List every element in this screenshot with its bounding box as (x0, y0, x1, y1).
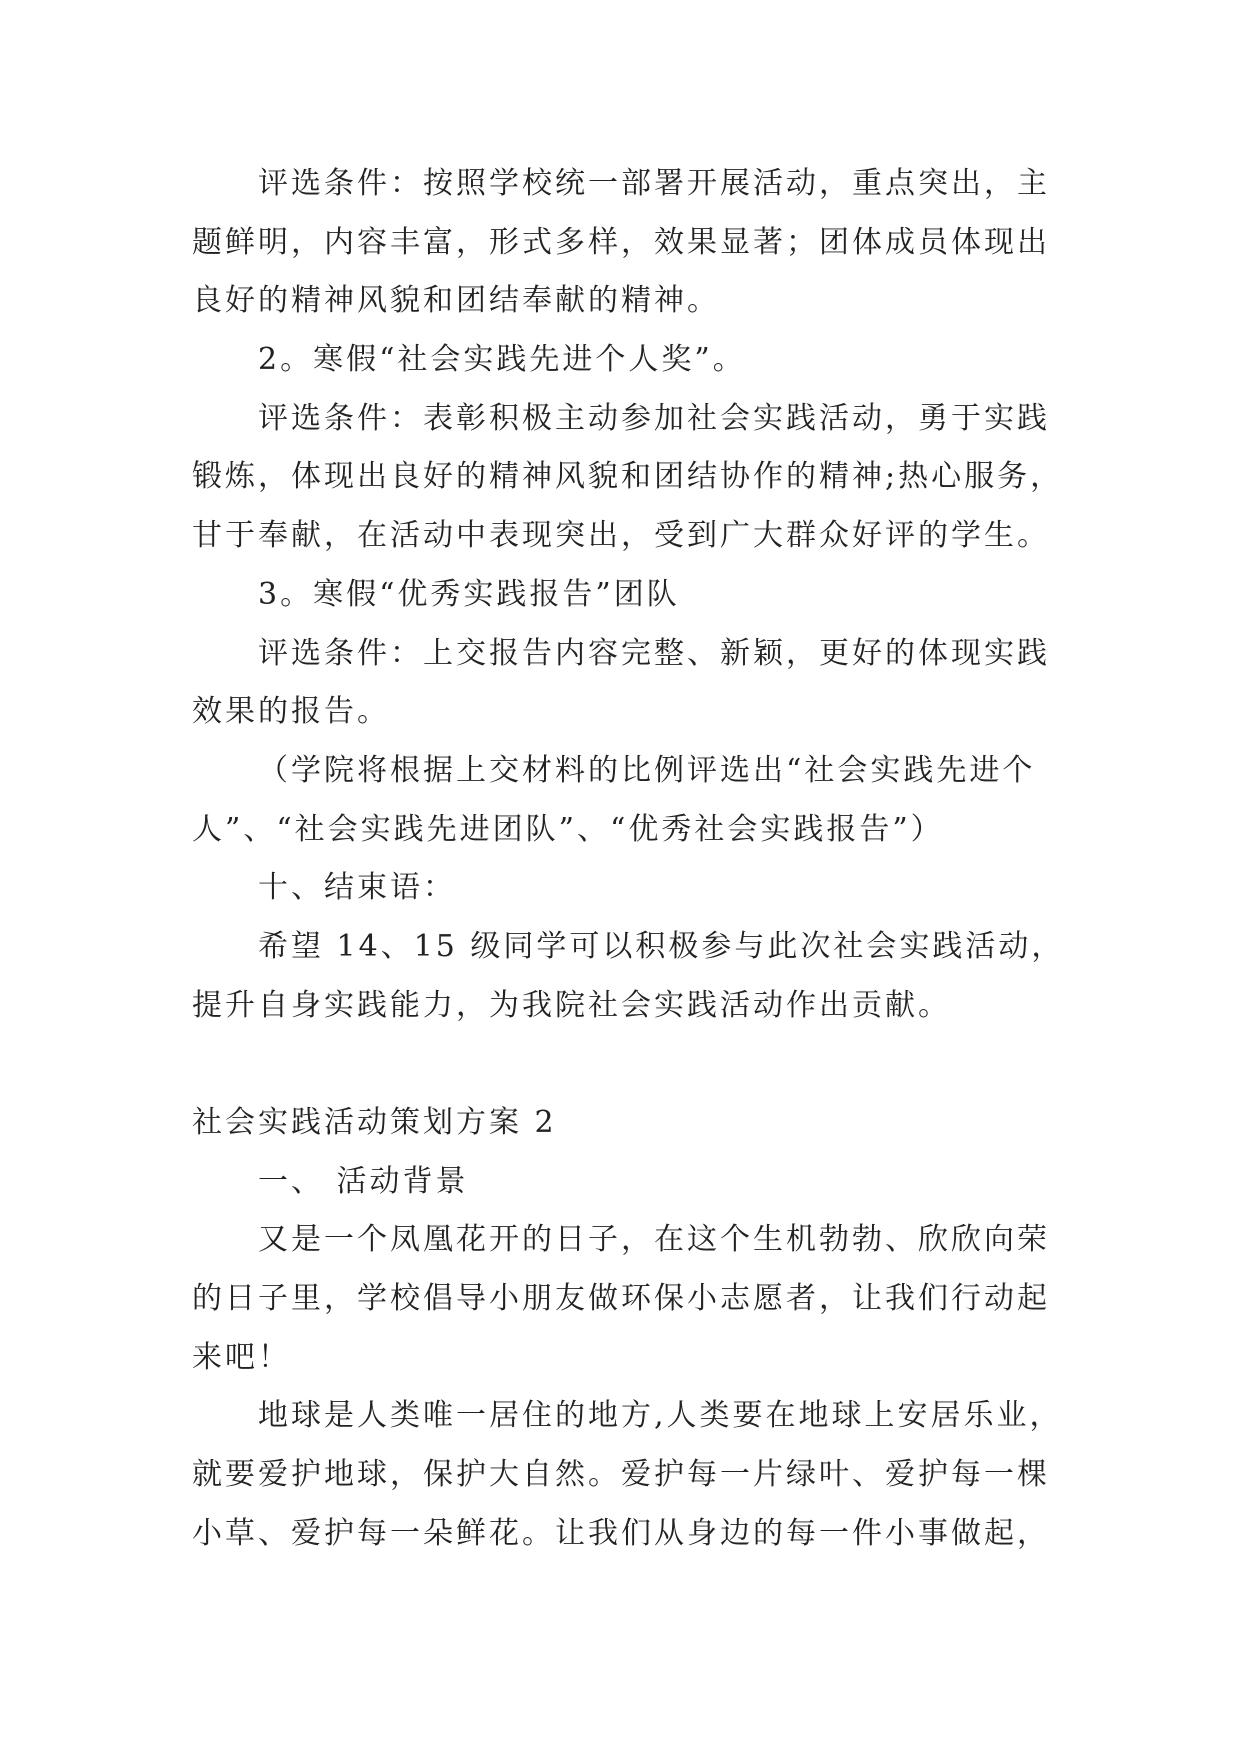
text-line: 评选条件：上交报告内容完整、新颖，更好的体现实践 (258, 635, 1050, 671)
text-line: （学院将根据上交材料的比例评选出“社会实践先进个 (258, 752, 1036, 788)
text-line: 3。寒假“优秀实践报告”团队 (258, 576, 680, 612)
text-line: 甘于奉献，在活动中表现突出，受到广大群众好评的学生。 (192, 518, 1050, 554)
paragraph-spacer (192, 1035, 1121, 1094)
text-line: 来吧！ (192, 1339, 291, 1375)
text-line: 地球是人类唯一居住的地方,人类要在地球上安居乐业， (258, 1398, 1063, 1434)
text-line: 2。寒假“社会实践先进个人奖”。 (258, 342, 746, 378)
text-line: 良好的精神风貌和团结奉献的精神。 (192, 283, 720, 319)
text-line: 提升自身实践能力，为我院社会实践活动作出贡献。 (192, 987, 951, 1023)
text-line: 十、结束语： (258, 870, 456, 906)
text-line: 评选条件：按照学校统一部署开展活动，重点突出，主 (258, 166, 1050, 201)
section-heading: 一、 活动背景 (258, 1163, 469, 1199)
text-line: 锻炼，体现出良好的精神风貌和团结协作的精神;热心服务， (192, 459, 1064, 495)
text-line: 希望 14、15 级同学可以积极参与此次社会实践活动， (258, 928, 1065, 964)
section-title: 社会实践活动策划方案 2 (192, 1105, 557, 1140)
text-line: 评选条件：表彰积极主动参加社会实践活动，勇于实践 (258, 400, 1050, 436)
text-line: 就要爱护地球，保护大自然。爱护每一片绿叶、爱护每一棵 (192, 1457, 1050, 1493)
text-line: 题鲜明，内容丰富，形式多样，效果显著；团体成员体现出 (192, 224, 1050, 260)
text-line: 效果的报告。 (192, 694, 390, 730)
text-line: 人”、“社会实践先进团队”、“优秀社会实践报告”） (192, 811, 944, 847)
text-line: 又是一个凤凰花开的日子，在这个生机勃勃、欣欣向荣 (258, 1222, 1050, 1258)
text-line: 小草、爱护每一朵鲜花。让我们从身边的每一件小事做起， (192, 1515, 1050, 1551)
text-line: 的日子里，学校倡导小朋友做环保小志愿者，让我们行动起 (192, 1281, 1050, 1317)
